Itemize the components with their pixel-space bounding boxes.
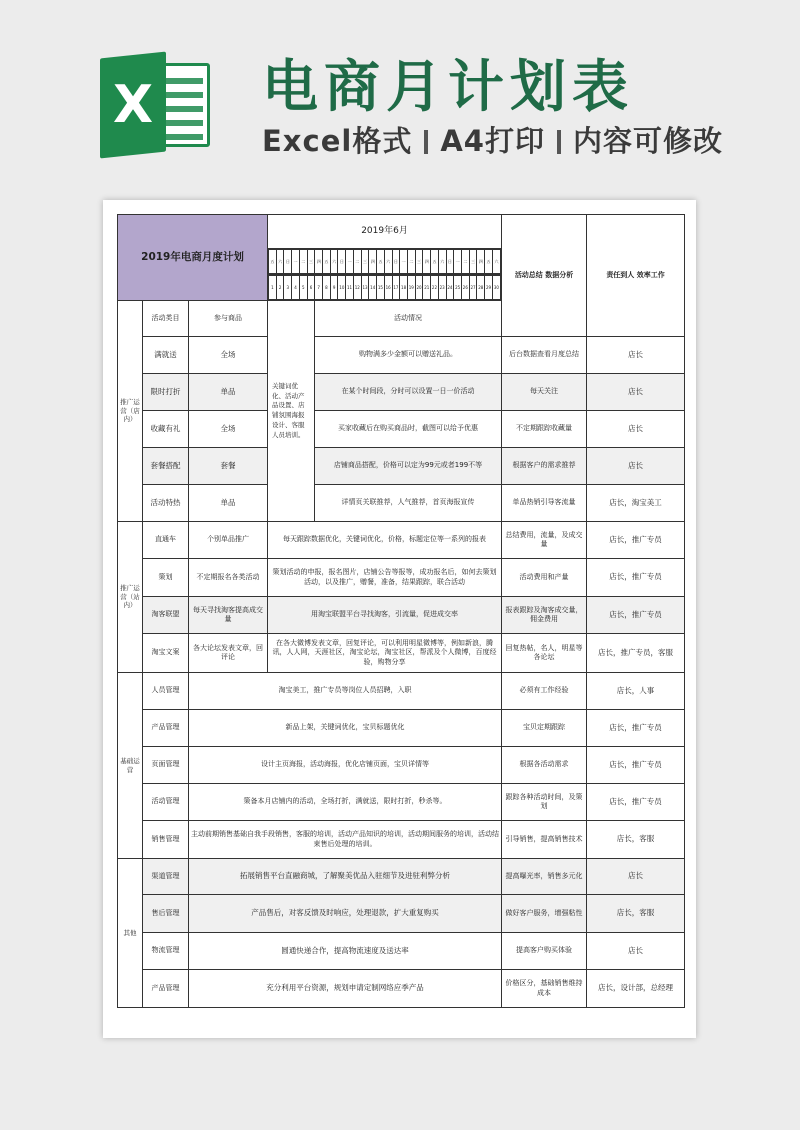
subtitle-format: Excel格式	[262, 124, 413, 158]
activity-owner: 店长	[587, 411, 685, 448]
channel-desc: 策划活动的申报，报名图片，店铺公告等报等，成功报名后，如何去策划活动，以及推广，赠餐，准备，结果跟踪，联合活动	[268, 559, 502, 597]
channel-type: 淘宝文案	[143, 634, 189, 673]
table-row	[118, 821, 685, 859]
weekday-cell: 六	[438, 250, 446, 274]
channel-desc: 用淘宝联盟平台寻找淘客，引流量，促进成交率	[268, 597, 502, 634]
subhead-type: 活动类目	[143, 301, 189, 337]
mgmt-desc: 设计主页海报，活动海报，优化店铺页面，宝贝详情等	[189, 747, 502, 784]
other-summary: 提高客户购买体验	[502, 933, 587, 970]
channel-goods: 各大论坛发表文章，回评论	[189, 634, 268, 673]
day-cell: 27	[469, 276, 477, 300]
channel-goods: 个别单品推广	[189, 522, 268, 559]
mgmt-summary: 根据各活动需求	[502, 747, 587, 784]
table-row	[118, 448, 685, 485]
weekday-cell: 五	[377, 250, 385, 274]
activity-goods: 单品	[189, 374, 268, 411]
day-cell: 18	[400, 276, 408, 300]
activity-goods: 单品	[189, 485, 268, 522]
weekday-cell: 一	[346, 250, 354, 274]
day-cell: 6	[307, 276, 315, 300]
channel-owner: 店长，推广专员	[587, 597, 685, 634]
day-cell: 30	[492, 276, 500, 300]
mgmt-summary: 跟踪各种活动时间，及策划	[502, 784, 587, 821]
channel-owner: 店长，推广专员	[587, 522, 685, 559]
activity-desc: 在某个时间段，分时可以设置一日一价活动	[315, 374, 502, 411]
plan-table	[117, 214, 685, 1008]
subtitle-editable: 内容可修改	[572, 124, 723, 158]
mgmt-summary: 引导销售，提高销售技术	[502, 821, 587, 859]
activity-desc: 店铺商品搭配，价格可以定为99元或者199不等	[315, 448, 502, 485]
day-cell: 1	[269, 276, 277, 300]
activity-type: 活动特热	[143, 485, 189, 522]
mgmt-type: 页面管理	[143, 747, 189, 784]
weekday-cell: 一	[292, 250, 300, 274]
channel-type: 直通车	[143, 522, 189, 559]
mgmt-type: 活动管理	[143, 784, 189, 821]
channel-summary: 总结费用，流量，及成交量	[502, 522, 587, 559]
summary-header: 活动总结 数据分析	[502, 215, 587, 337]
channel-owner: 店长，推广专员，客服	[587, 634, 685, 673]
page-subtitle	[262, 123, 723, 159]
day-cell: 25	[454, 276, 462, 300]
day-cell: 29	[485, 276, 493, 300]
other-desc: 圆通快递合作，提高物流速度及送达率	[189, 933, 502, 970]
table-row	[118, 597, 685, 634]
excel-letter: X	[112, 75, 154, 135]
activity-type: 套餐搭配	[143, 448, 189, 485]
main-title-cell: 2019年电商月度计划	[118, 215, 268, 301]
mgmt-desc: 淘宝美工，推广专员等岗位人员招聘，入职	[189, 673, 502, 710]
other-desc: 拓展销售平台直融商城，了解聚美优品入驻细节及进驻利弊分析	[189, 859, 502, 895]
day-cell: 2	[276, 276, 284, 300]
channel-summary: 报表跟踪及淘客成交量，佣金费用	[502, 597, 587, 634]
mgmt-desc: 策备本月店铺内的活动，全场打折，满就送，限时打折，秒杀等。	[189, 784, 502, 821]
day-cell: 12	[353, 276, 361, 300]
owner-header: 责任到人 效率工作	[587, 215, 685, 337]
weekday-grid	[268, 249, 501, 274]
table-row	[118, 337, 685, 374]
table-row	[118, 895, 685, 933]
weekday-cell: 二	[353, 250, 361, 274]
day-cell: 7	[315, 276, 323, 300]
table-row	[118, 747, 685, 784]
page-title: 电商月计划表	[262, 55, 634, 120]
activity-owner: 店长	[587, 448, 685, 485]
activity-desc: 购物满多少金额可以赠送礼品。	[315, 337, 502, 374]
weekday-cell: 日	[446, 250, 454, 274]
table-row	[118, 634, 685, 673]
weekday-cell: 四	[477, 250, 485, 274]
weekday-cell: 日	[284, 250, 292, 274]
other-type: 产品管理	[143, 970, 189, 1008]
weekday-cell: 三	[307, 250, 315, 274]
day-cell: 22	[431, 276, 439, 300]
other-owner: 店长，设计部，总经理	[587, 970, 685, 1008]
channel-desc: 在各大微博发表文章，回复评论，可以利用明星微博等，例如新浪，腾讯，人人网，天涯社区，淘宝论坛，淘宝社区，帮派及个人微博，百度经验，购物分享	[268, 634, 502, 673]
table-row	[118, 485, 685, 522]
day-cell: 13	[361, 276, 369, 300]
weekday-cell: 日	[392, 250, 400, 274]
table-row	[118, 673, 685, 710]
mgmt-summary: 必须有工作经验	[502, 673, 587, 710]
weekday-cell: 一	[400, 250, 408, 274]
subhead-desc: 活动情况	[315, 301, 502, 337]
day-cell: 8	[323, 276, 331, 300]
weekday-cell: 六	[384, 250, 392, 274]
weekday-cell: 四	[369, 250, 377, 274]
instore-shared-note: 关键词优化、活动产品设置、店铺氛围海报设计、客服人员培训。	[268, 301, 315, 522]
weekday-cell: 二	[407, 250, 415, 274]
activity-summary: 根据客户的需求推荐	[502, 448, 587, 485]
other-summary: 价格区分，基础销售维持成本	[502, 970, 587, 1008]
mgmt-desc: 新品上架，关键词优化，宝贝标题优化	[189, 710, 502, 747]
month-cell: 2019年6月	[268, 215, 502, 249]
day-cell: 4	[292, 276, 300, 300]
weekday-cell: 三	[469, 250, 477, 274]
channel-type: 策划	[143, 559, 189, 597]
day-cell: 16	[384, 276, 392, 300]
channel-summary: 回复热帖，名人，明星等各论坛	[502, 634, 587, 673]
weekday-cell: 三	[361, 250, 369, 274]
table-row	[118, 411, 685, 448]
day-cell: 10	[338, 276, 346, 300]
other-owner: 店长	[587, 933, 685, 970]
other-summary: 提高曝光率，销售多元化	[502, 859, 587, 895]
weekday-cell: 五	[485, 250, 493, 274]
section-label-onsite: 推广运营（站内）	[118, 522, 143, 673]
weekday-cell: 四	[423, 250, 431, 274]
day-cell: 26	[461, 276, 469, 300]
day-cell: 11	[346, 276, 354, 300]
weekday-cell: 二	[299, 250, 307, 274]
table-row	[118, 859, 685, 895]
table-row	[118, 933, 685, 970]
day-cell: 9	[330, 276, 338, 300]
table-row	[118, 784, 685, 821]
mgmt-owner: 店长，推广专员	[587, 710, 685, 747]
day-cell: 20	[415, 276, 423, 300]
day-cell: 15	[377, 276, 385, 300]
subtitle-print: A4打印	[440, 124, 545, 158]
day-cell: 17	[392, 276, 400, 300]
separator-bar	[557, 130, 561, 154]
day-strip	[268, 275, 502, 301]
channel-goods: 不定期报名各类活动	[189, 559, 268, 597]
weekday-cell: 五	[431, 250, 439, 274]
day-cell: 28	[477, 276, 485, 300]
section-label-instore: 推广运营（店内）	[118, 301, 143, 522]
table-row	[118, 374, 685, 411]
channel-goods: 每天寻找淘客提高成交量	[189, 597, 268, 634]
other-desc: 产品售后，对客反馈及时响应，处理退款，扩大重复购买	[189, 895, 502, 933]
mgmt-owner: 店长，人事	[587, 673, 685, 710]
weekday-cell: 五	[323, 250, 331, 274]
activity-summary: 后台数据查看月度总结	[502, 337, 587, 374]
weekday-cell: 六	[492, 250, 500, 274]
weekday-cell: 一	[454, 250, 462, 274]
channel-type: 淘客联盟	[143, 597, 189, 634]
mgmt-type: 人员管理	[143, 673, 189, 710]
table-row	[118, 522, 685, 559]
other-owner: 店长	[587, 859, 685, 895]
other-desc: 充分利用平台资源，规划申请定制网络应季产品	[189, 970, 502, 1008]
mgmt-owner: 店长，推广专员	[587, 784, 685, 821]
activity-owner: 店长	[587, 374, 685, 411]
weekday-cell: 二	[461, 250, 469, 274]
mgmt-owner: 店长，推广专员	[587, 747, 685, 784]
excel-logo-icon	[100, 55, 212, 155]
activity-owner: 店长，淘宝美工	[587, 485, 685, 522]
document-page	[103, 200, 696, 1038]
day-cell: 24	[446, 276, 454, 300]
section-label-other: 其他	[118, 859, 143, 1008]
table-row	[118, 559, 685, 597]
other-type: 售后管理	[143, 895, 189, 933]
section-label-basic: 基础运营	[118, 673, 143, 859]
day-cell: 14	[369, 276, 377, 300]
weekday-cell: 六	[330, 250, 338, 274]
channel-owner: 店长，推广专员	[587, 559, 685, 597]
mgmt-summary: 宝贝定期跟踪	[502, 710, 587, 747]
weekday-cell: 四	[315, 250, 323, 274]
separator-bar	[424, 130, 428, 154]
activity-desc: 买家收藏后在购买商品时，截图可以给予优惠	[315, 411, 502, 448]
day-grid	[268, 275, 501, 300]
banner	[0, 0, 800, 195]
mgmt-type: 产品管理	[143, 710, 189, 747]
other-type: 渠道管理	[143, 859, 189, 895]
activity-type: 满就送	[143, 337, 189, 374]
day-cell: 19	[407, 276, 415, 300]
activity-summary: 每天关注	[502, 374, 587, 411]
channel-summary: 活动费用和产量	[502, 559, 587, 597]
mgmt-type: 销售管理	[143, 821, 189, 859]
weekday-cell: 六	[276, 250, 284, 274]
weekday-strip	[268, 249, 502, 275]
other-owner: 店长，客服	[587, 895, 685, 933]
other-type: 物流管理	[143, 933, 189, 970]
activity-summary: 不定期跟踪收藏量	[502, 411, 587, 448]
activity-type: 收藏有礼	[143, 411, 189, 448]
day-cell: 5	[299, 276, 307, 300]
activity-goods: 全场	[189, 337, 268, 374]
activity-owner: 店长	[587, 337, 685, 374]
day-cell: 3	[284, 276, 292, 300]
day-cell: 21	[423, 276, 431, 300]
table-row	[118, 970, 685, 1008]
activity-desc: 详情页关联推荐，人气推荐，首页海报宣传	[315, 485, 502, 522]
channel-desc: 每天跟踪数据优化，关键词优化，价格，标题定位等一系列的报表	[268, 522, 502, 559]
weekday-cell: 五	[269, 250, 277, 274]
activity-type: 限时打折	[143, 374, 189, 411]
activity-goods: 全场	[189, 411, 268, 448]
day-cell: 23	[438, 276, 446, 300]
table-row	[118, 710, 685, 747]
mgmt-owner: 店长，客服	[587, 821, 685, 859]
other-summary: 做好客户服务，增强粘性	[502, 895, 587, 933]
weekday-cell: 日	[338, 250, 346, 274]
mgmt-desc: 主动前期销售基础自我手段销售，客服的培训，活动产品知识的培训，活动期间服务的培训，活动结束售后处理的培训。	[189, 821, 502, 859]
weekday-cell: 三	[415, 250, 423, 274]
activity-summary: 单品热销引导客流量	[502, 485, 587, 522]
subhead-goods: 参与商品	[189, 301, 268, 337]
activity-goods: 套餐	[189, 448, 268, 485]
header-row-month	[118, 215, 685, 249]
